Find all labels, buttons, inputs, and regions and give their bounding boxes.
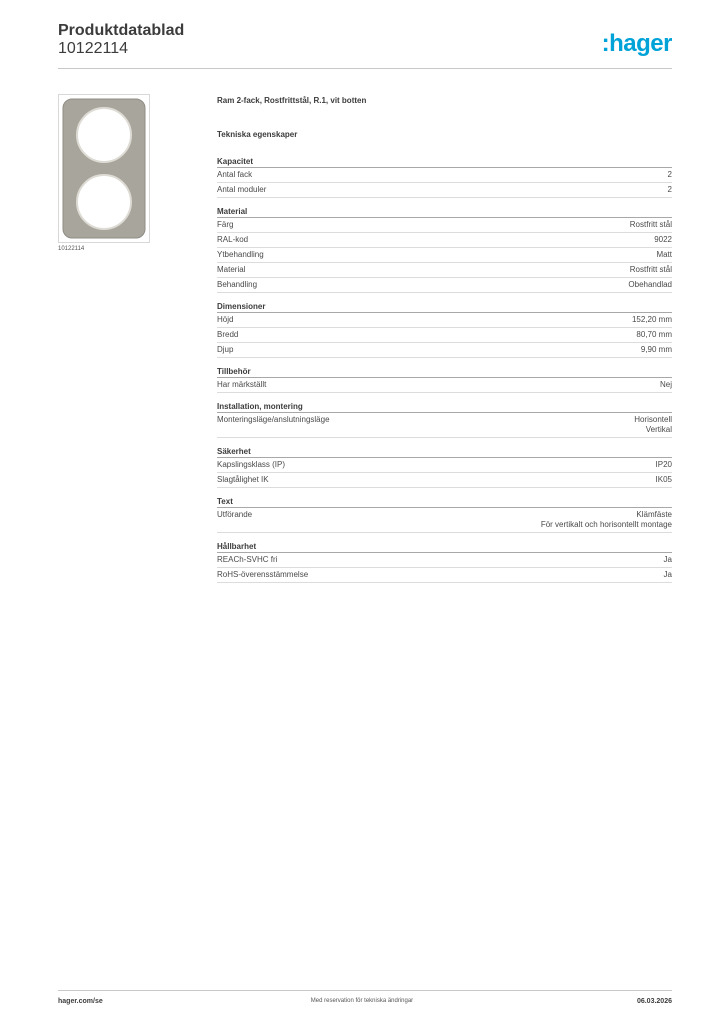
- spec-value-line: IK05: [655, 475, 672, 484]
- spec-value-line: 2: [667, 185, 672, 194]
- spec-value: [664, 570, 672, 580]
- spec-value: [654, 235, 672, 245]
- spec-row: [217, 313, 672, 328]
- spec-row: [217, 328, 672, 343]
- spec-section: [217, 541, 672, 583]
- image-caption: 10122114: [58, 246, 85, 252]
- hager-logo: [586, 28, 672, 58]
- spec-sections: [217, 156, 672, 583]
- spec-label: Kapslingsklass (IP): [217, 460, 286, 469]
- spec-value: [664, 555, 672, 565]
- spec-value: [668, 170, 672, 180]
- spec-value-line: Ja: [663, 570, 672, 579]
- frame-illustration: [59, 95, 149, 242]
- section-title: Säkerhet: [217, 446, 672, 458]
- spec-row: [217, 183, 672, 198]
- spec-row: [217, 278, 672, 293]
- spec-row: [217, 263, 672, 278]
- spec-content: [217, 94, 672, 583]
- spec-row: [217, 553, 672, 568]
- spec-value-line: Obehandlad: [628, 280, 672, 289]
- spec-label: Behandling: [217, 280, 258, 289]
- technical-properties-title: Tekniska egenskaper: [217, 130, 298, 139]
- spec-row: [217, 458, 672, 473]
- spec-value-line: Vertikal: [645, 425, 672, 434]
- spec-label: Material: [217, 265, 246, 274]
- spec-section: [217, 301, 672, 358]
- product-description: Ram 2-fack, Rostfrittstål, R.1, vit botten: [217, 96, 367, 105]
- section-title: Kapacitet: [217, 156, 672, 168]
- spec-label: REACh-SVHC fri: [217, 555, 278, 564]
- section-title: Installation, montering: [217, 401, 672, 413]
- spec-row: [217, 218, 672, 233]
- spec-row: [217, 508, 672, 533]
- spec-value-line: Rostfritt stål: [629, 265, 672, 274]
- spec-value-line: Matt: [656, 250, 672, 259]
- spec-row: [217, 343, 672, 358]
- spec-value: [656, 460, 672, 470]
- spec-value-line: 2: [667, 170, 672, 179]
- footer-disclaimer: Med reservation för tekniska ändringar: [310, 998, 414, 1004]
- product-number: 10122114: [58, 40, 128, 57]
- spec-value-line: 9,90 mm: [640, 345, 672, 354]
- section-title: Material: [217, 206, 672, 218]
- spec-value-line: 9022: [654, 235, 672, 244]
- hager-logo-text: :hager: [601, 30, 672, 57]
- spec-row: [217, 248, 672, 263]
- product-image: [58, 94, 150, 243]
- spec-value: [641, 345, 672, 355]
- section-title: Dimensioner: [217, 301, 672, 313]
- spec-value-line: Ja: [663, 555, 672, 564]
- spec-value-line: IP20: [655, 460, 672, 469]
- spec-row: [217, 473, 672, 488]
- spec-value: [656, 475, 672, 485]
- spec-row: [217, 413, 672, 438]
- spec-value: [628, 280, 672, 290]
- spec-value-line: 80,70 mm: [636, 330, 672, 339]
- spec-value-line: Nej: [659, 380, 672, 389]
- spec-value: [636, 330, 672, 340]
- spec-row: [217, 568, 672, 583]
- spec-label: Bredd: [217, 330, 239, 339]
- spec-row: [217, 233, 672, 248]
- spec-label: Har märkställt: [217, 380, 267, 389]
- spec-section: [217, 401, 672, 438]
- section-title: Tillbehör: [217, 366, 672, 378]
- footer-date: 06.03.2026: [636, 998, 672, 1005]
- spec-value: [634, 415, 672, 435]
- spec-value-line: Klämfäste: [636, 510, 672, 519]
- spec-value-line: För vertikalt och horisontellt montage: [540, 520, 672, 529]
- spec-label: RoHS-överensstämmelse: [217, 570, 309, 579]
- spec-value: [541, 510, 672, 530]
- spec-value: [656, 250, 672, 260]
- spec-label: Antal moduler: [217, 185, 267, 194]
- spec-value: [660, 380, 672, 390]
- spec-label: RAL-kod: [217, 235, 249, 244]
- spec-label: Slagtålighet IK: [217, 475, 269, 484]
- spec-section: [217, 206, 672, 293]
- footer-website: hager.com/se: [58, 998, 103, 1005]
- spec-value: [668, 185, 672, 195]
- spec-value: [632, 315, 672, 325]
- section-title: Text: [217, 496, 672, 508]
- spec-label: Höjd: [217, 315, 234, 324]
- spec-value-line: Rostfritt stål: [629, 220, 672, 229]
- spec-label: Ytbehandling: [217, 250, 264, 259]
- spec-label: Utförande: [217, 510, 253, 519]
- spec-section: [217, 156, 672, 198]
- document-title: Produktdatablad: [58, 22, 185, 39]
- spec-section: [217, 366, 672, 393]
- header-divider: [58, 68, 672, 69]
- footer-divider: [58, 990, 672, 991]
- page-header: [58, 20, 672, 68]
- spec-value-line: Horisontell: [634, 415, 672, 424]
- spec-label: Monteringsläge/anslutningsläge: [217, 415, 330, 424]
- spec-value-line: 152,20 mm: [631, 315, 672, 324]
- spec-label: Djup: [217, 345, 234, 354]
- spec-section: [217, 446, 672, 488]
- spec-label: Färg: [217, 220, 234, 229]
- spec-section: [217, 496, 672, 533]
- spec-value: [630, 220, 672, 230]
- spec-row: [217, 378, 672, 393]
- spec-row: [217, 168, 672, 183]
- section-title: Hållbarhet: [217, 541, 672, 553]
- spec-value: [630, 265, 672, 275]
- spec-label: Antal fack: [217, 170, 253, 179]
